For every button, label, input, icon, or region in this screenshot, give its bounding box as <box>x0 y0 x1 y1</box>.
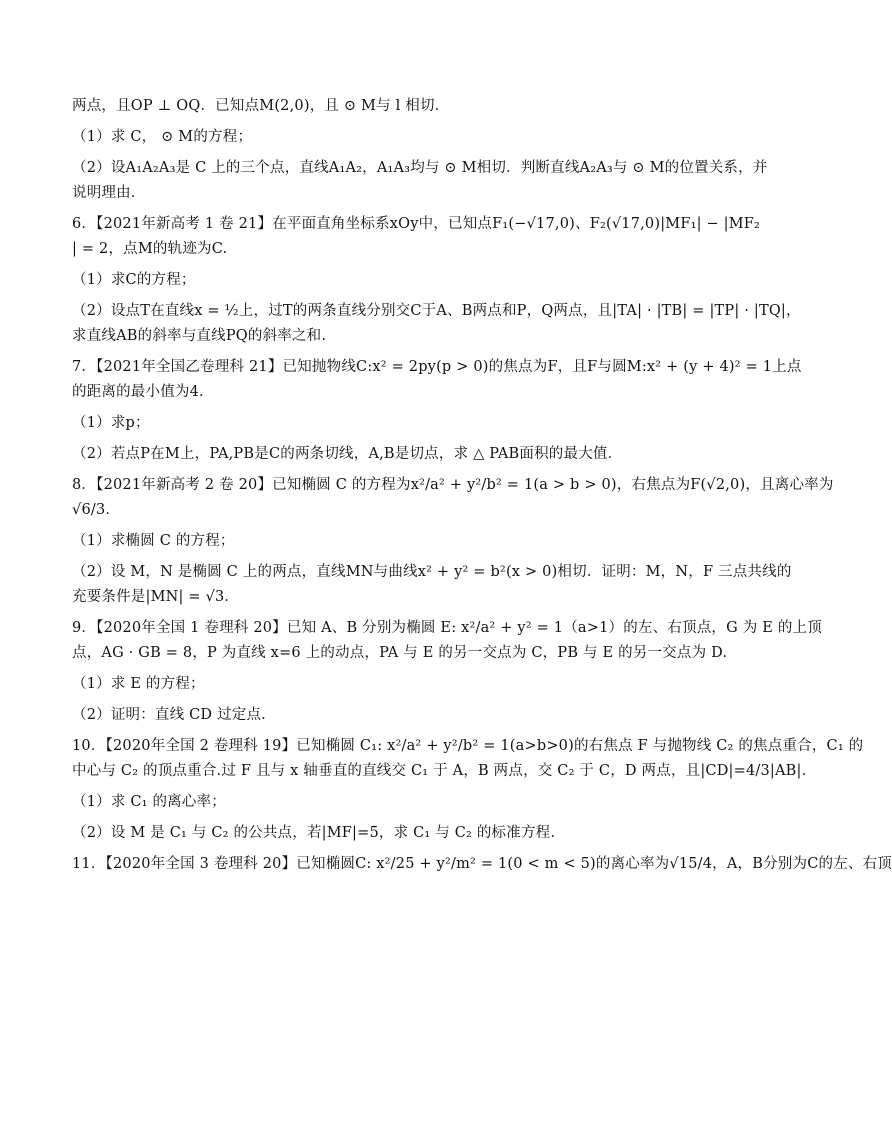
text-line: （2）设点T在直线x = ½上，过T的两条直线分别交C于A、B两点和P，Q两点，且|TA| · |TB| = |TP| · |TQ|， <box>72 303 801 319</box>
text-line: 7．【2021年全国乙卷理科 21】已知抛物线C:x² = 2py(p > 0)的焦点为F，且F与圆M:x² + (y + 4)² = 1上点 <box>72 359 802 375</box>
text-line: （1）求C的方程； <box>72 272 196 288</box>
text-line: 中心与 C₂ 的顶点重合.过 F 且与 x 轴垂直的直线交 C₁ 于 A，B 两点，交 C₂ 于 C，D 两点，且|CD|=4/3|AB|. <box>72 763 807 779</box>
text-line: 10．【2020年全国 2 卷理科 19】已知椭圆 C₁: x²/a² + y²/b² = 1(a>b>0)的右焦点 F 与抛物线 C₂ 的焦点重合，C₁ 的 <box>72 738 864 754</box>
text-line: 点，AG · GB = 8，P 为直线 x=6 上的动点，PA 与 E 的另一交点为 C，PB 与 E 的另一交点为 D. <box>72 645 728 661</box>
text-line: （1）求椭圆 C 的方程； <box>72 533 235 549</box>
text-line: （2）若点P在M上，PA,PB是C的两条切线，A,B是切点，求 △ PAB面积的最大值． <box>72 446 623 462</box>
text-line: 的距离的最小值为4． <box>72 384 214 400</box>
text-line: （1）求 C₁ 的离心率； <box>72 794 226 810</box>
text-line: （1）求p； <box>72 415 150 431</box>
text-line: 两点，且OP ⊥ OQ．已知点M(2,0)，且 ⊙ M与 l 相切． <box>72 98 450 114</box>
text-line: 6．【2021年新高考 1 卷 21】在平面直角坐标系xOy中，已知点F₁(−√17,0)、F₂(√17,0)|MF₁| − |MF₂ <box>72 216 761 232</box>
text-line: 11．【2020年全国 3 卷理科 20】已知椭圆C: x²/25 + y²/m² = 1(0 < m < 5)的离心率为√15/4，A，B分别为C的左、右顶 <box>72 856 892 872</box>
text-line: （1）求 C， ⊙ M的方程； <box>72 129 253 145</box>
text-line: 9．【2020年全国 1 卷理科 20】已知 A、B 分别为椭圆 E: x²/a² + y² = 1（a>1）的左、右顶点，G 为 E 的上顶 <box>72 620 822 636</box>
text-line: 充要条件是|MN| = √3． <box>72 589 240 605</box>
text-line: （2）设 M 是 C₁ 与 C₂ 的公共点，若|MF|=5，求 C₁ 与 C₂ 的标准方程. <box>72 825 556 841</box>
text-line: | = 2，点M的轨迹为C. <box>72 241 228 257</box>
text-line: （2）设 M，N 是椭圆 C 上的两点，直线MN与曲线x² + y² = b²(x > 0)相切．证明：M，N，F 三点共线的 <box>72 564 792 580</box>
text-line: （2）证明：直线 CD 过定点. <box>72 707 266 723</box>
text-line: （1）求 E 的方程； <box>72 676 205 692</box>
text-line: 说明理由． <box>72 185 146 201</box>
document-body <box>72 96 892 885</box>
text-line: （2）设A₁A₂A₃是 C 上的三个点，直线A₁A₂，A₁A₃均与 ⊙ M相切．判断直线A₂A₃与 ⊙ M的位置关系，并 <box>72 160 768 176</box>
text-line: √6/3． <box>72 502 121 518</box>
text-line: 求直线AB的斜率与直线PQ的斜率之和. <box>72 328 327 344</box>
text-line: 8．【2021年新高考 2 卷 20】已知椭圆 C 的方程为x²/a² + y²/b² = 1(a > b > 0)，右焦点为F(√2,0)，且离心率为 <box>72 477 834 493</box>
